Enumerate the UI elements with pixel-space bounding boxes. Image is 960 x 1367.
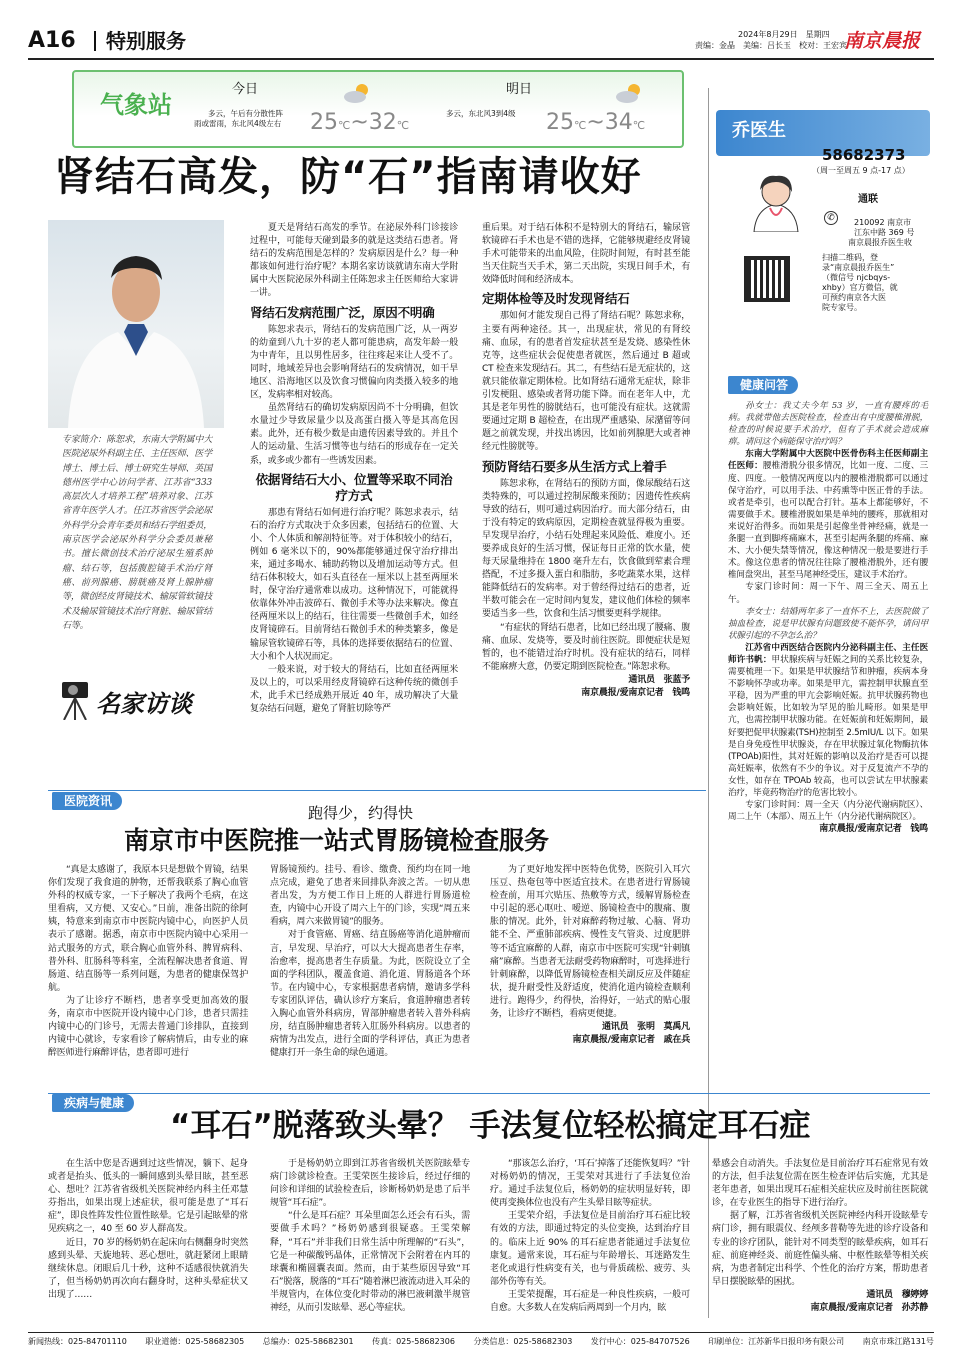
gastro-col2: 胃肠镜预约。挂号、看诊、缴费、预约均在同一地点完成，避免了患者来回排队奔波之苦。一切从患者出发，为方便工作日上班的人群进行胃肠道检查，内镜中心开设了周六上午的门诊，实现“周五来看病，周六来做胃镜”的服务。 对于食管癌、胃癌、结直肠癌等消化道肿瘤而言，早发现、早治疗，可以大大提高患者生存率，治愈率，提高患者生存质量。为此，医院设立了全面的学科团队，覆盖食道、消化道、胃肠道各个环节。在内镜中心，专家根据患者病情，邀请多学科专家团队评估，确认诊疗方案后，食道肿瘤患者转入胸心血管外科病房，胃部肿瘤患者转入普外科病房，结直肠肿瘤患者转入肛肠外科病房。以患者的病情为出发点，进行全面的学科评估，真正为患者健康打开一条生命的绿色通道。 xyxy=(270,865,470,1059)
date-line: 2024年8月29日 星期四 xyxy=(738,30,830,39)
ear-headline: “耳石”脱落致头晕？ 手法复位轻松搞定耳石症 xyxy=(170,1108,811,1144)
ear-tag: 疾病与健康 xyxy=(52,1094,134,1112)
main-article-col2: 重后果。对于结石体积不是特别大的肾结石，输尿管软镜碎石手术也是不错的选择，它能够规避经皮肾镜手术可能带来的出血风险，住院时间短，有时甚至能当天住院当天手术，第二天出院，实现日间手术，有效降低时间和经济成本。 定期体检等及时发现肾结石 那如何才能发现自己得了肾结石呢？陈恕求称，主要有两种途径。其一，出现症状，常见的有肾绞痛、血尿，有的患者首发症状甚至是发烧、感染性休克等，这些症状会促使患者就医，然后通过 B 超或 CT 检查来发现结石。其二，有些结石是无症状的，这就只能依靠定期体检。比如肾结石通常无症状，除非引发梗阻、感染或者肾功能下降。而在老年人中，尤其是老年男性的膀胱结石，也可能没有症状。这就需要通过定期 B 超检查，在出现严重感染、尿潴留等问题之前就发现，并找出诱因，比如前列腺肥大或者神经元性膀胱等。 预防肾结石要多从生活方式上着手 陈恕求称，在肾结石的预防方面，像尿酸结石这类特殊的，可以通过控制尿酸来预防；因遗传性疾病导致的结石，则可通过病因治疗。而大部分结石，由于没有特定的致病原因，定期检查就显得极为重要。早发现早治疗，小结石处理起来风险低、难度小。还要养成良好的生活习惯，保证每日正常的饮水量，使每天尿量维持在 1800 毫升左右，饮食做到荤素合理搭配，不过多摄入蛋白和脂肪，多吃蔬菜水果，这样能降低结石的发病率。对于曾经得过结石的患者，近半数可能会在一定时间内复发，建议他们体检的频率要适当多一些，饮食和生活习惯要更科学规律。 “有症状的肾结石患者，比如已经出现了腰痛、腹痛、血尿、发烧等，要及时前往医院。即便症状是短暂的，也不能错过治疗时机。没有症状的结石，同样不能麻痹大意，仍要定期到医院检查。”陈恕求称。 通讯员 张蓝予 南京晨报/爱南京记者 钱鸣 xyxy=(482,223,690,698)
byline: 南京晨报/爱南京记者 钱鸣 xyxy=(581,687,690,698)
qa-tag: 健康问答 xyxy=(728,376,798,394)
gastro-tag: 医院资讯 xyxy=(52,792,122,810)
byline: 南京晨报/爱南京记者 孙苏静 xyxy=(810,1302,928,1313)
page-header xyxy=(28,28,934,58)
ear-col1: 在生活中您是否遇到过这些情况，躺下、起身或者是抬头、低头的一瞬间感到头晕目眩，甚至恶心、想吐？江苏省省级机关医院神经内科主任邓慧芬指出，如果出现上述症状，很可能是患了“耳石症”，即良性阵发性位置性眩晕。它是引起眩晕的常见疾病之一，40 至 60 岁人群高发。 近日，70 岁的杨奶奶在起床向右侧翻身时突然感到头晕、天旋地转、恶心想吐，就赶紧闭上眼睛继续休息。闭眼后几十秒，这种不适感很快就消失了，但当杨奶奶再次向右翻身时，这种头晕症状又出现了…… xyxy=(48,1159,248,1300)
subheading: 定期体检等及时发现肾结石 xyxy=(482,291,630,307)
byline: 南京晨报/爱南京记者 钱鸣 xyxy=(819,824,928,835)
page-number: A16 xyxy=(28,28,76,53)
section-title: 特别服务 xyxy=(106,29,186,53)
gastro-kicker: 跑得少，约得快 xyxy=(308,804,414,822)
footer: 新闻热线：025-84701110 职业道德：025-58682305 总编办：025-58682301 传真：025-58682306 分类信息：025-58682303 发行中心：025-84707526 印刷单位：江苏新华日报印务有限公司 南京市珠江路131号 xyxy=(28,1337,934,1346)
gastro-col1: “真是太感谢了，我原本只是想做个胃镜，结果你们发现了我食道的肿物，还帮我联系了胸心血管外科的权威专家，一下子解决了我两个毛病，在这里看病，又方便、又安心。”日前，准备出院的徐阿姨，特意来到南京市中医院内镜中心，向医护人员表示了感谢。据悉，南京市中医院内镜中心采用一站式服务的方式，联合胸心血管外科、脾胃病科、普外科、肛肠科等科室，全流程解决患者食道、胃肠道、结直肠等一系列问题，为患者的健康保驾护航。 为了让诊疗不断档，患者享受更加高效的服务，南京市中医院开设内镜中心门诊，患者只需挂内镜中心的门诊号，无需去普通门诊排队，直接到内镜中心就诊，专家看诊了解病情后，由专业的麻醉医师进行麻醉评估，患者即可进行 xyxy=(48,865,248,1059)
weather-label: 气象站 xyxy=(100,91,172,119)
qa-column: 孙女士：我丈夫今年 53 岁，一直有腰疼的毛病。我就带他去医院检查，检查出有中度腰椎滑脱，检查的时候说要手术治疗，但有了手术就会造成麻痹。请问这个病能保守治疗吗？ 东南大学附属中大医院中医骨伤科主任医师副主任医师：腰椎滑脱分很多情况，比如一度、二度、三度、四度。一般情况两度以内的腰椎滑脱都可以通过保守治疗，可以用手法、中药熏等中医正骨的手法。或者是牵引，也可以配合打针。基本上都能够好，不需要做手术。腰椎滑脱如果是单纯的腰疼，那就相对来说好治得多。而如果是引起像坐骨神经痛，就是一条腿一直到脚疼痛麻木，甚至引起两条腿的疼痛、麻木、大小便失禁等情况，像这种情况一般是要进行手术。像这位患者的情况往往除了腰椎滑脱外，还有腰椎间盘突出，甚至马尾神经受压，建议手术治疗。 专家门诊时间：周一下午、周三全天、周五上午。 李女士：结婚两年多了一直怀不上，去医院做了抽血检查，说是甲状腺有问题致使不能怀孕，请问甲状腺引起的不孕怎么治？ 江苏省中西医结合医院内分泌科副主任、主任医师许书帆：甲状腺疾病与妊娠之间的关系比较复杂，需要梳理一下。如果是甲状腺结节和肿瘤，疾病本身不影响怀孕或功率。如果是甲亢，需控制甲状腺直至平稳，因为严重的甲亢会影响妊娠。抗甲状腺药物也会影响妊娠，比如较为罕见的胎儿畸形。如果是甲亢，也需控制甲状腺功能。在妊娠前和妊娠期间，最好要把促甲状腺素(TSH)控制至 2.5mIU/L 以下。如果是自身免疫性甲状腺炎，存在甲状腺过氧化物酶抗体(TPOAb)阳性，其对妊娠的影响以及治疗是否可以提高妊娠率，依然有不少的争议。对于反复流产不孕的女性，如存在 TPOAb 较高，也可以尝试左甲状腺素治疗，毕竟药物治疗的危害比较小。 专家门诊时间：周一全天（内分泌代谢病院区）、周二上午（本部）、周五上午（内分泌代谢病院区）。 南京晨报/爱南京记者 钱鸣 xyxy=(728,401,929,835)
expert-intro: 专家简介：陈恕求，东南大学附属中大医院泌尿外科副主任、主任医师、医学博士、博士后、博士研究生导师、英国德州医学中心访问学者、江苏省“333 高层次人才培养工程”培养对象、江苏省青年医学人才。任江苏省医学会泌尿外科学分会青年委员和结石学组委员，南京医学会泌尿外科学分会委员兼秘书。擅长微创技术治疗泌尿生殖系肿瘤、结石等，包括腹腔镜手术治疗肾癌、前列腺癌、膀胱癌及肾上腺肿瘤等，微创经皮肾镜技术、输尿管软镜技术及输尿管镜技术治疗肾脏、输尿管结石等。 xyxy=(62,435,212,631)
column-logo: 名家访谈 xyxy=(96,689,192,718)
phone-icon: ✆ xyxy=(824,211,838,225)
gastro-headline: 南京市中医院推一站式胃肠镜检查服务 xyxy=(124,826,550,855)
qr-code[interactable] xyxy=(744,256,790,302)
newspaper-logo: 南京晨报 xyxy=(844,30,921,52)
ear-col2: 于是杨奶奶立即到江苏省省级机关医院眩晕专病门诊就诊检查。王雯荣医生接诊后，经过仔细的问诊和详细的试验检查后，诊断杨奶奶是患了后半规管“耳石症”。 “什么是耳石症？耳朵里面怎么还会有石头，需要做手术吗？”杨奶奶感到很疑惑。王雯荣解释，“耳石”并非我们日常生活中所理解的“石头”，它是一种碳酸钙晶体，正常情况下会附着在内耳的球囊和椭圆囊表面。然而，由于某些原因导致“耳石”脱落，脱落的“耳石”随着淋巴液流动进入耳朵的半规管内，在体位变化时带动的淋巴液刺激半规管神经，从而引发眩晕、恶心等症状。 xyxy=(270,1159,470,1314)
today-label: 今日 xyxy=(232,82,259,97)
ear-col3: “那该怎么治疗，‘耳石’掉落了还能恢复吗？”针对杨奶奶的情况，王雯荣对其进行了手法复位治疗。通过手法复位后，杨奶奶的症状明显好转，即使再变换体位也没有产生头晕目眩等症状。 王雯荣介绍，手法复位是目前治疗耳石症比较有效的方法，即通过特定的头位变换，达到治疗目的。临床上近 90% 的耳石症患者能通过手法复位康复。通常来说，耳石症与年龄增长、耳迷路发生老化或退行性病变有关，也与骨质疏松、疲劳、头部外伤等有关。 王雯荣提醒，耳石症是一种良性疾病，一般可自愈。大多数人在发病后两周到一个月内，眩 xyxy=(490,1159,690,1314)
doctor-illustration xyxy=(746,168,806,232)
editor-line: 责编：金晶 美编：吕长玉 校对：王宏宾 xyxy=(695,41,847,50)
byline: 南京晨报/爱南京记者 戚在兵 xyxy=(572,1035,690,1046)
tomorrow-label: 明日 xyxy=(506,82,533,97)
cloud-sun-icon xyxy=(342,82,372,104)
subheading: 预防肾结石要多从生活方式上着手 xyxy=(482,458,667,474)
expert-photo xyxy=(48,220,224,428)
phone-hours: （周一至周五 9 点-17 点） xyxy=(812,166,910,175)
camera-icon xyxy=(58,676,96,720)
ear-col4: 晕感会自动消失。手法复位是目前治疗耳石症常见有效的方法，但手法复位需在医生检查评估后实施，尤其是老年患者，如果出现耳石症相关症状应及时前往医院就诊，在专业医生的指导下进行治疗。 据了解，江苏省省级机关医院神经内科开设眩晕专病门诊，拥有眼震仪、经颅多普勒等先进的诊疗设备和专业的诊疗团队，能针对不同类型的眩晕疾病，如耳石症、前庭神经炎、前庭性偏头痛、中枢性眩晕等相关疾病，为患者制定出科学、个性化的治疗方案，帮助患者早日摆脱眩晕的困扰。 通讯员 穆婷婷 南京晨报/爱南京记者 孙苏静 xyxy=(712,1159,928,1313)
cloud-sun-icon xyxy=(614,82,644,104)
weather-panel: 气象站 今日 多云，午后有分散性阵 雨或雷雨，东北风4级左右 25℃~32℃ 明日 多云，东北风3到4级 25℃~34℃ xyxy=(72,70,684,148)
byline: 通讯员 张蓝予 xyxy=(628,674,690,685)
main-headline: 肾结石高发，防“石”指南请收好 xyxy=(54,154,642,200)
tomorrow-temp: 25℃~34℃ xyxy=(546,110,646,135)
today-temp: 25℃~32℃ xyxy=(310,110,410,135)
subheading: 肾结石发病范围广泛，原因不明确 xyxy=(250,304,435,320)
doctor-title: 乔医生 xyxy=(732,120,786,141)
doctor-qiao-box: 乔医生 58682373 （周一至周五 9 点-17 点） 通联 ✆ 210092 南京市 江东中路 369 号 南京晨报乔医生收 扫描二维码，登 录“南京晨报乔医生” （微信号 njcbqys- xhby）官方微信，就 可预约南京各大医 院专家号。 xyxy=(716,108,930,356)
byline: 通讯员 张明 莫禹凡 xyxy=(601,1022,690,1033)
gastro-col3: 为了更好地发挥中医特色优势，医院引入耳穴压豆、热奄包等中医适宜技术。在患者进行胃肠镜检查前，用耳穴贴压、热敷等方式，缓解胃肠检查中引起的恶心呕吐、嗳逆、肠镜检查中的腹痛、腹胀的情况。此外，针对麻醉药物过敏、心脑、肾功能不全、严重肺部疾病、慢性支气管炎、过度肥胖等不适宜麻醉的人群，南京市中医院可实现“针刺镇痛”麻醉。当患者无法耐受药物麻醉时，可选择进行针刺麻醉，以降低胃肠镜检查相关副反应及伴随症状，提升耐受性及舒适度，使消化道内镜检查顺利进行。跑得少，约得快，治得好，一站式的贴心服务，让诊疗不断档，看病更便捷。 通讯员 张明 莫禹凡 南京晨报/爱南京记者 戚在兵 xyxy=(490,865,690,1046)
main-article-col1: 夏天是肾结石高发的季节。在泌尿外科门诊接诊过程中，可能每天碰到最多的就是这类结石患者。肾结石的发病范围是怎样的？发病原因是什么？每一种都该如何进行治疗呢？本期名家访谈就请东南大学附属中大医院泌尿外科副主任陈恕求主任医师给大家讲一讲。 肾结石发病范围广泛，原因不明确 陈恕求表示，肾结石的发病范围广泛，从一两岁的幼童到八九十岁的老人都可能患病，高发年龄一般为中青年，且以男性居多，往往疼起来让人受不了。同时，地域差异也会影响肾结石的发病情况，如干旱地区、沿海地区以及饮食习惯偏向肉类摄入较多的地区，发病率相对较高。 虽然肾结石的确切发病原因尚不十分明确，但饮水量过少导致尿量少以及高蛋白摄入等是其高危因素。此外，还有极少数是由遗传因素导致的。并且个人的运动量、生活习惯等也与结石的形成存在一定关系，或多或少都有一些诱发因素。 依据肾结石大小、位置等采取不同治疗方式 那患有肾结石如何进行治疗呢？陈恕求表示，结石的治疗方式取决于众多因素，包括结石的位置、大小、个人体质和解剖特征等。对于体积较小的结石，例如 6 毫米以下的，90%都能够通过保守治疗排出来，通过多喝水、辅助药物以及增加运动等方式。但结石体积较大，如石头直径在一厘米以上甚至两厘米时，保守治疗通常难以成功。这种情况下，可能就得依靠体外冲击波碎石、微创手术等办法来解决。像直径两厘米以上的结石，往往需要一些微创手术，如经皮肾镜碎石。目前肾结石微创手术的种类繁多，像是输尿管软镜碎石等，具体的选择要依据结石的位置、大小和个人状况而定。 一般来说，对于较大的肾结石，比如直径两厘米及以上的，可以采用经皮肾镜碎石这种传统的微创手术，此手术已经成熟开展近 40 年，成功解决了大量复杂结石问题，避免了肾脏切除等严 xyxy=(250,223,458,714)
contact-label: 通联 xyxy=(858,194,878,205)
phone-number: 58682373 xyxy=(822,146,906,164)
subheading: 依据肾结石大小、位置等采取不同治疗方式 xyxy=(255,471,453,503)
byline: 通讯员 穆婷婷 xyxy=(866,1289,928,1300)
